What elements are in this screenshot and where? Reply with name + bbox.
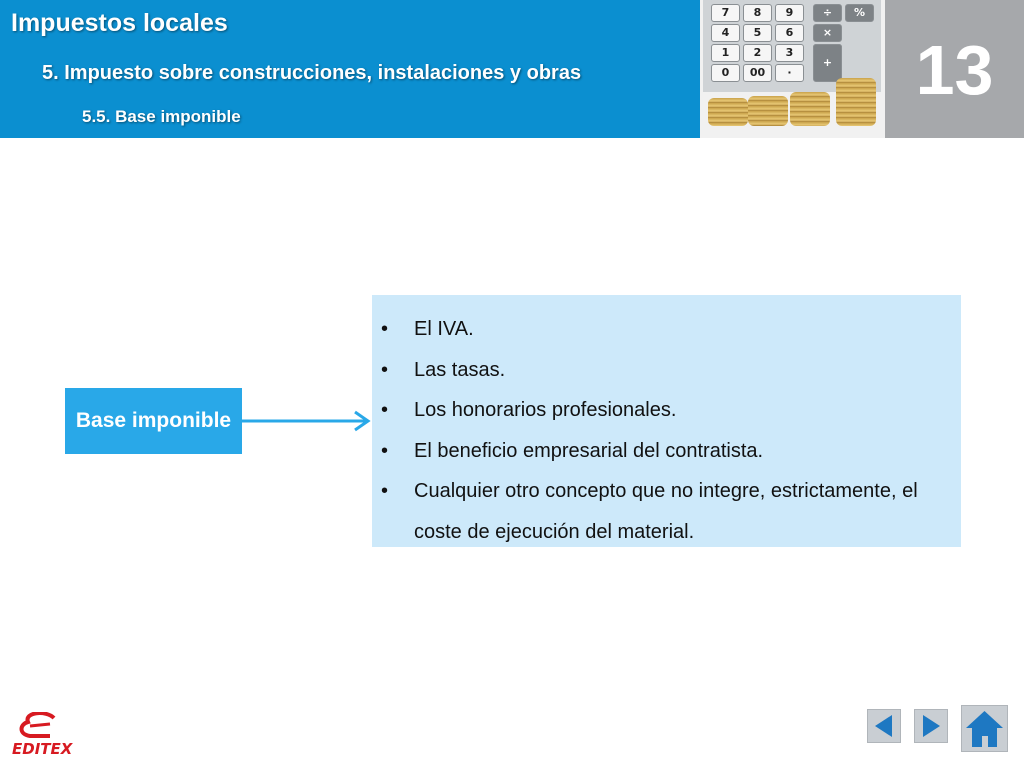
calculator-key: 0 <box>711 64 740 82</box>
connector-arrow <box>242 410 374 434</box>
chapter-number: 13 <box>915 31 994 109</box>
slide-title: Impuestos locales <box>11 9 228 37</box>
calculator-key: 5 <box>743 24 772 42</box>
coin-stack <box>708 98 748 126</box>
calculator-key: 7 <box>711 4 740 22</box>
prev-arrow-icon <box>868 710 900 742</box>
calculator-key: % <box>845 4 874 22</box>
bullet: • <box>381 480 389 502</box>
next-button[interactable] <box>914 709 948 743</box>
base-imponible-box: Base imponible <box>65 388 242 454</box>
list-item-text: Las tasas. <box>414 358 506 381</box>
calculator-key: × <box>813 24 842 42</box>
coin-stack <box>836 78 876 126</box>
list-item <box>372 309 961 350</box>
subsection-title: 5.5. Base imponible <box>82 107 241 126</box>
bullet: • <box>381 399 389 421</box>
list-item <box>372 431 961 472</box>
list-item-text: Los honorarios profesionales. <box>414 399 677 421</box>
excluded-items-list <box>372 295 961 547</box>
calculator-key: 00 <box>743 64 772 82</box>
section-title: 5. Impuesto sobre construcciones, instalaciones y obras <box>42 62 582 84</box>
calculator-key: 3 <box>775 44 804 62</box>
calculator-key: 4 <box>711 24 740 42</box>
list-item <box>372 390 961 431</box>
next-arrow-icon <box>915 710 947 742</box>
editex-logo-text: EDITEX <box>12 740 73 758</box>
bullet: • <box>381 318 389 340</box>
calculator-key: ÷ <box>813 4 842 22</box>
calculator-coins-image <box>700 0 885 138</box>
calculator-key: · <box>775 64 804 82</box>
list-item-text: Cualquier otro concepto que no integre, estrictamente, el coste de ejecución del material. <box>414 480 918 543</box>
bullet: • <box>381 358 389 381</box>
list-item <box>372 350 961 391</box>
list-item <box>372 471 961 552</box>
calculator-key: 2 <box>743 44 772 62</box>
prev-button[interactable] <box>867 709 901 743</box>
calculator-key: 8 <box>743 4 772 22</box>
list-item-text: El beneficio empresarial del contratista. <box>414 439 764 462</box>
coin-stack <box>790 92 830 126</box>
home-button[interactable] <box>961 705 1008 752</box>
list-item-text: El IVA. <box>414 318 474 340</box>
chapter-number-box <box>885 0 1024 138</box>
calculator-key: 9 <box>775 4 804 22</box>
calculator-key: + <box>813 44 842 82</box>
calculator-key: 1 <box>711 44 740 62</box>
header-banner <box>0 0 700 138</box>
coin-stack <box>748 96 788 126</box>
editex-logo-icon <box>10 712 60 742</box>
home-icon <box>962 706 1007 751</box>
calculator-key: 6 <box>775 24 804 42</box>
bullet: • <box>381 439 389 462</box>
